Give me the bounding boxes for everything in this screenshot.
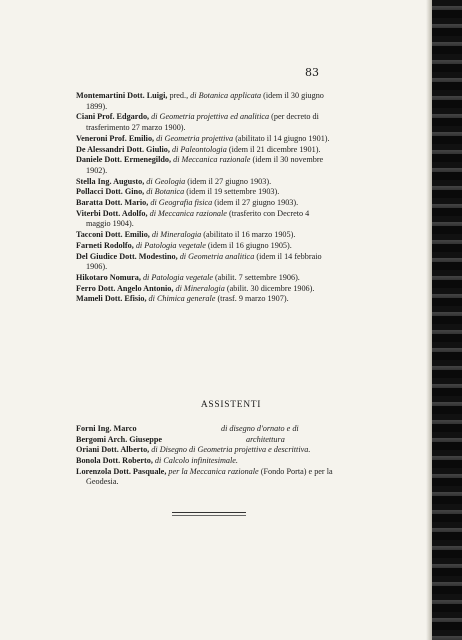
assistenti-list (76, 424, 334, 488)
list-item: Lorenzola Dott. Pasquale, per la Meccanica razionale (Fondo Porta) e per la Geodesia. (76, 466, 333, 487)
list-item: Pollacci Dott. Gino, di Botanica (idem il 19 settembre 1903). (76, 187, 280, 197)
divider-rule (172, 515, 246, 516)
list-item: Mameli Dott. Efisio, di Chimica generale (trasf. 9 marzo 1907). (76, 294, 289, 304)
list-item: Stella Ing. Augusto, di Geologia (idem il 27 giugno 1903). (76, 176, 272, 186)
list-item: Ciani Prof. Edgardo, di Geometria projettiva ed analitica (per decreto di trasferimento 27 marzo 1900). (76, 112, 319, 133)
list-item: De Alessandri Dott. Giulio, di Paleontologia (idem il 21 dicembre 1901). (76, 144, 321, 154)
list-item: Bonola Dott. Roberto, di Calcolo infinitesimale. (76, 456, 238, 466)
list-item: Hikotaro Nomura, di Patologia vegetale (abilit. 7 settembre 1906). (76, 272, 300, 282)
divider-rule (172, 512, 246, 513)
list-item: Montemartini Dott. Luigi, pred., di Botanica applicata (idem il 30 giugno 1899). (76, 91, 324, 111)
list-item: Daniele Dott. Ermenegildo, di Meccanica razionale (idem il 30 novembre 1902). (76, 155, 324, 175)
list-item: Tacconi Dott. Emilio, di Mineralogia (abilitato il 16 marzo 1905). (76, 230, 296, 240)
list-item: Viterbi Dott. Adolfo, di Meccanica razionale (trasferito con Decreto 4 maggio 1904). (76, 208, 310, 229)
professor-list (76, 91, 334, 305)
list-item: Oriani Dott. Alberto, di Disegno di Geometria projettiva e descrittiva. (76, 445, 311, 455)
list-item: Del Giudice Dott. Modestino, di Geometria analitica (idem il 14 febbraio 1906). (76, 251, 322, 272)
list-item: Bergomi Arch. Giuseppe architettura (76, 434, 285, 444)
list-item: Ferro Dott. Angelo Antonio, di Mineralogia (abilit. 30 dicembre 1906). (76, 283, 315, 293)
book-binding (432, 0, 462, 640)
list-item: Veneroni Prof. Emilio, di Geometria projettiva (abilitato il 14 giugno 1901). (76, 133, 330, 143)
list-item: Farneti Rodolfo, di Patologia vegetale (idem il 16 giugno 1905). (76, 240, 292, 250)
list-item: Baratta Dott. Mario, di Geografia fisica (idem il 27 giugno 1903). (76, 198, 299, 208)
section-title: ASSISTENTI (200, 400, 262, 410)
page-number: 83 (305, 66, 319, 79)
list-item: Forni Ing. Marco di disegno d'ornato e di (76, 424, 299, 433)
